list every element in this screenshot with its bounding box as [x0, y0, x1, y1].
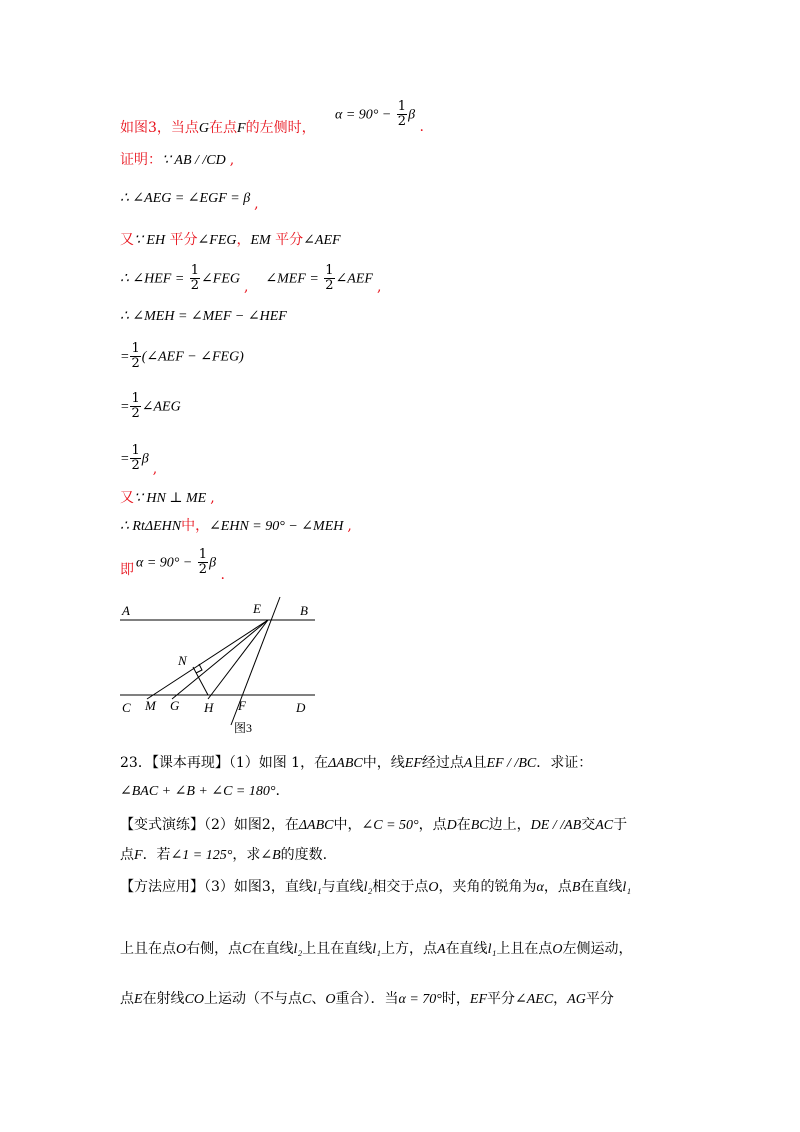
text: ，点 — [418, 817, 447, 833]
comma: , — [254, 196, 259, 212]
comma: ， — [195, 518, 210, 534]
period: . — [220, 566, 225, 583]
fraction-half — [397, 100, 407, 129]
text: 经过点 — [421, 755, 464, 771]
label-e: E — [253, 601, 261, 616]
formula: ∠AEC — [515, 992, 554, 1007]
formula: ∴ RtΔEHN — [120, 519, 182, 534]
proof-line-7 — [120, 342, 244, 371]
comma: , — [229, 152, 235, 168]
formula: ∠FEG — [197, 233, 237, 248]
formula: E — [134, 992, 143, 1007]
line-text: 中 — [181, 518, 196, 534]
proof-line-4 — [120, 230, 341, 251]
formula: ∵ AB / /CD — [162, 153, 226, 168]
proof-line-12 — [120, 560, 134, 580]
text: 上且在点 — [496, 941, 553, 957]
label-m: M — [145, 698, 156, 713]
formula: C — [302, 992, 312, 1007]
label-n: N — [178, 653, 187, 668]
proof-line-2 — [120, 150, 234, 171]
fraction-half — [324, 264, 334, 293]
segment-eh — [208, 620, 268, 699]
denominator: 2 — [397, 114, 407, 129]
text: 在直线 — [445, 941, 488, 957]
problem-line-5 — [120, 876, 631, 899]
text: 边上， — [488, 817, 531, 833]
text: 的度数. — [280, 847, 328, 863]
text: 中，线 — [362, 755, 405, 771]
formula: = — [120, 349, 130, 365]
text: 重合）．当 — [335, 991, 399, 1007]
point-f: F — [237, 121, 246, 136]
line-text: 又 — [120, 490, 134, 506]
formula: ΔABC — [298, 818, 334, 833]
line-text: 如图3，当点 — [120, 120, 199, 136]
label-f: F — [238, 698, 246, 713]
text: 点 — [120, 847, 134, 863]
numerator: 1 — [131, 443, 140, 458]
formula: l₁ — [312, 880, 322, 895]
formula: AC — [595, 818, 614, 833]
formula: ∠FEG — [201, 271, 240, 287]
formula: ∠1 = 125° — [170, 848, 233, 863]
formula: EF — [469, 992, 487, 1007]
point-g: G — [198, 121, 210, 136]
problem-line-6 — [120, 938, 632, 961]
line-text: 即 — [120, 562, 134, 578]
comma: , — [210, 490, 215, 506]
text: 上且在直线 — [302, 941, 373, 957]
formula: DE / /AB — [530, 818, 582, 833]
formula: C — [242, 942, 252, 957]
text: 在直线 — [580, 879, 623, 895]
text: ，夹角的锐角为 — [438, 879, 537, 895]
formula: D — [446, 818, 457, 833]
formula: CO — [184, 992, 205, 1007]
denominator: 2 — [131, 458, 140, 473]
fraction-half — [130, 392, 140, 421]
text: 于 — [613, 817, 628, 833]
problem-line-4 — [120, 844, 327, 867]
formula: ∠AEF — [335, 271, 373, 287]
period: . — [419, 118, 424, 135]
formula: B — [571, 880, 581, 895]
formula: EF — [404, 756, 422, 771]
text: ， — [553, 991, 568, 1007]
text: 、 — [311, 991, 326, 1007]
proof-line-12-formula — [136, 547, 225, 583]
formula: l₁ — [372, 942, 381, 957]
line-text: 在点 — [209, 120, 238, 136]
numerator: 1 — [325, 263, 334, 278]
formula: l₂ — [293, 942, 303, 957]
text: . — [275, 783, 280, 799]
comma: , — [152, 460, 158, 477]
formula: A — [437, 942, 446, 957]
problem-line-2 — [120, 780, 280, 803]
numerator: 1 — [190, 263, 200, 278]
formula: ∠AEF — [303, 233, 341, 248]
denominator: 2 — [325, 278, 334, 293]
proof-line-1-formula — [335, 99, 424, 135]
line-text: 的左侧时， — [245, 120, 316, 136]
formula: ∴ ∠AEG = ∠EGF = β — [120, 191, 251, 206]
proof-line-3 — [120, 188, 259, 212]
formula: O — [325, 992, 336, 1007]
formula: l₂ — [363, 880, 373, 895]
numerator: 1 — [131, 391, 140, 406]
formula: ∵ EH — [134, 233, 166, 248]
problem-line-7 — [120, 988, 614, 1011]
formula: = — [120, 451, 130, 467]
formula: l₁ — [487, 942, 497, 957]
formula: O — [176, 942, 187, 957]
comma: , — [244, 278, 249, 295]
text: ，点 — [543, 879, 572, 895]
text: 上且在点 — [120, 941, 176, 957]
formula: = — [120, 399, 130, 415]
formula: ∠C = 50° — [361, 818, 419, 833]
label-b: B — [300, 603, 308, 618]
formula: EM — [250, 233, 271, 248]
line-text: 又 — [120, 232, 134, 248]
text: 【方法应用】（3）如图3，直线 — [120, 879, 313, 895]
comma: , — [376, 278, 382, 295]
text: 时， — [441, 991, 470, 1007]
line-text: 证明： — [120, 152, 162, 168]
denominator: 2 — [190, 278, 200, 293]
text: 23．【课本再现】（1）如图 1，在 — [120, 755, 329, 771]
text: 相交于点 — [372, 879, 429, 895]
text: 平分 — [487, 991, 515, 1007]
formula: ∠MEF = — [265, 271, 319, 287]
text: 与直线 — [321, 879, 364, 895]
beta: β — [141, 451, 149, 467]
fraction-half — [198, 548, 208, 577]
proof-line-10 — [120, 488, 215, 509]
numerator: 1 — [198, 547, 208, 562]
formula: ∵ HN ⊥ ME — [134, 491, 207, 506]
text: 中， — [333, 817, 362, 833]
denominator: 2 — [198, 562, 208, 577]
formula: O — [552, 942, 563, 957]
text: ．若 — [142, 847, 171, 863]
label-c: C — [122, 700, 131, 715]
comma: ， — [236, 232, 251, 248]
problem-line-3 — [120, 814, 627, 837]
proof-line-6 — [120, 306, 287, 327]
text: 且 — [472, 755, 487, 771]
formula: O — [428, 880, 439, 895]
beta: β — [408, 107, 416, 123]
proof-line-11 — [120, 516, 352, 537]
label-a: A — [122, 603, 130, 618]
formula: F — [134, 848, 143, 863]
formula: EF / /BC — [486, 756, 537, 771]
fraction-half — [130, 444, 140, 473]
proof-line-8 — [120, 392, 181, 421]
formula: ∴ ∠MEH = ∠MEF − ∠HEF — [120, 309, 287, 324]
text: 右侧，点 — [186, 941, 243, 957]
formula: (∠AEF − ∠FEG) — [141, 349, 244, 365]
line-text: 平分 — [169, 232, 198, 248]
formula: A — [463, 756, 473, 771]
text: ．求证： — [536, 755, 593, 771]
text: ，求 — [232, 847, 261, 863]
comma: , — [347, 518, 352, 534]
text: 上方，点 — [381, 941, 437, 957]
text: 交 — [581, 817, 596, 833]
geometry-figure — [110, 595, 325, 740]
fraction-half — [190, 264, 200, 293]
formula: ∴ ∠HEF = — [120, 271, 185, 287]
line-text: 平分 — [275, 232, 304, 248]
text: 【变式演练】（2）如图2，在 — [120, 817, 299, 833]
formula: ∠EHN = 90° − ∠MEH — [209, 519, 344, 534]
fraction-half — [130, 342, 140, 371]
denominator: 2 — [131, 406, 140, 421]
label-d: D — [296, 700, 306, 715]
text: 在射线 — [142, 991, 185, 1007]
formula: ∠B — [260, 848, 281, 863]
text: 上运动（不与点 — [204, 991, 303, 1007]
text: 平分 — [585, 991, 614, 1007]
proof-line-9 — [120, 443, 158, 477]
figure-caption: 图3 — [234, 721, 253, 735]
denominator: 2 — [131, 356, 140, 371]
formula: α — [536, 880, 544, 895]
text: 在直线 — [251, 941, 294, 957]
proof-line-1 — [120, 118, 316, 139]
label-h: H — [204, 700, 214, 715]
beta: β — [209, 555, 217, 571]
formula: α = 90° − — [335, 107, 392, 123]
formula: ∠AEG — [141, 399, 181, 415]
problem-line-1 — [120, 752, 592, 775]
text: 左侧运动， — [562, 941, 633, 957]
formula: α = 70° — [398, 992, 442, 1007]
proof-line-5 — [120, 264, 381, 293]
formula: l₁ — [622, 880, 632, 895]
formula: α = 90° − — [136, 555, 193, 571]
formula: ∠BAC + ∠B + ∠C = 180° — [120, 784, 276, 799]
segment-em — [147, 620, 268, 699]
formula: ΔABC — [328, 756, 363, 771]
numerator: 1 — [131, 341, 140, 356]
text: 点 — [120, 991, 134, 1007]
label-g: G — [170, 698, 180, 713]
numerator: 1 — [397, 99, 407, 114]
formula: AG — [567, 992, 586, 1007]
formula: BC — [470, 818, 489, 833]
text: 在 — [456, 817, 471, 833]
